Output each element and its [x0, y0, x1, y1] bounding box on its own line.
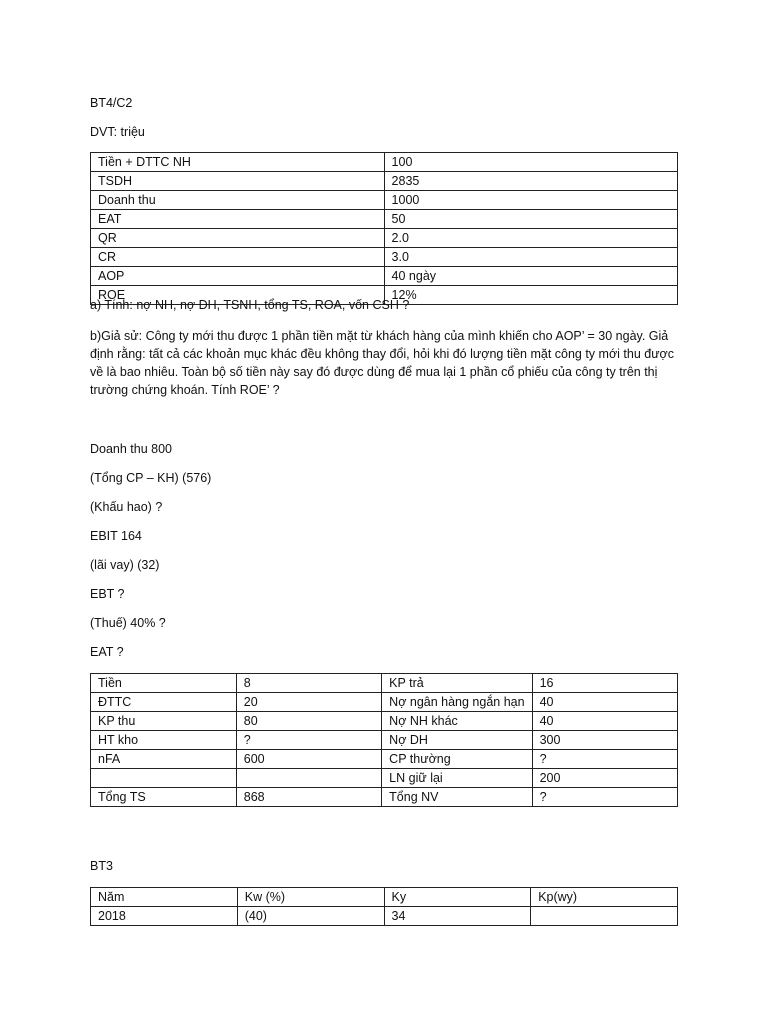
heading-bt4: BT4/C2 — [90, 96, 133, 110]
table-cell: HT kho — [91, 731, 237, 750]
question-a: a) Tính: nợ NH, nợ DH, TSNH, tổng TS, ROA, vốn CSH ? — [90, 298, 410, 312]
table-cell: 2018 — [91, 907, 238, 926]
table-row — [91, 712, 678, 731]
table-cell: Kw (%) — [237, 888, 384, 907]
table-row — [91, 229, 678, 248]
table-cell: ROE — [91, 286, 385, 305]
table-cell: Tổng TS — [91, 788, 237, 807]
income-line-1: Doanh thu 800 — [90, 442, 173, 456]
table-cell: 80 — [236, 712, 381, 731]
income-line-5: (lãi vay) (32) — [90, 558, 160, 572]
table-cell: 300 — [532, 731, 677, 750]
table-cell: Tiền — [91, 674, 237, 693]
unit-label: DVT: triệu — [90, 125, 145, 139]
table-cell: 40 — [532, 693, 677, 712]
income-line-2: (Tổng CP – KH) (576) — [90, 471, 212, 485]
data-table-1 — [90, 152, 678, 305]
table-cell: 2835 — [384, 172, 677, 191]
table-row — [91, 172, 678, 191]
table-cell: ĐTTC — [91, 693, 237, 712]
table-cell: 100 — [384, 153, 677, 172]
data-table-3 — [90, 887, 678, 926]
table-cell — [531, 907, 678, 926]
income-line-8: EAT ? — [90, 645, 124, 659]
table-cell: KP thu — [91, 712, 237, 731]
table-cell: 34 — [384, 907, 531, 926]
table-row — [91, 788, 678, 807]
table-cell: Tiền + DTTC NH — [91, 153, 385, 172]
table-row — [91, 248, 678, 267]
table-cell: 20 — [236, 693, 381, 712]
table-cell: Năm — [91, 888, 238, 907]
table-cell: 200 — [532, 769, 677, 788]
income-line-7: (Thuế) 40% ? — [90, 616, 166, 630]
table-cell: 40 ngày — [384, 267, 677, 286]
table-cell: 40 — [532, 712, 677, 731]
table-cell: 8 — [236, 674, 381, 693]
table-cell: AOP — [91, 267, 385, 286]
table-cell: ? — [532, 788, 677, 807]
table-cell: 600 — [236, 750, 381, 769]
table-cell: 3.0 — [384, 248, 677, 267]
balance-sheet-table — [90, 673, 678, 807]
question-b: b)Giả sử: Công ty mới thu được 1 phần tiền mặt từ khách hàng của mình khiến cho AOP’ = 30 ngày. Giả định rằng: tất cả các khoản mục khác đều không thay đổi, hỏi khi đó lượng tiền mặt công ty mới thu được về là bao nhiêu. Toàn bộ số tiền này say đó được dùng để mua lại 1 phần cổ phiếu của công ty trên thị trường chứng khoán. Tính ROE’ ? — [90, 329, 675, 397]
table-cell: Nợ DH — [382, 731, 532, 750]
table-cell: Doanh thu — [91, 191, 385, 210]
table-cell: Tổng NV — [382, 788, 532, 807]
table-cell: Nợ NH khác — [382, 712, 532, 731]
table-row — [91, 888, 678, 907]
table-cell: (40) — [237, 907, 384, 926]
table-row — [91, 769, 678, 788]
table-cell: 16 — [532, 674, 677, 693]
table-row — [91, 750, 678, 769]
table-row — [91, 674, 678, 693]
table-cell — [236, 769, 381, 788]
table-cell: LN giữ lại — [382, 769, 532, 788]
table-row — [91, 210, 678, 229]
table-row — [91, 191, 678, 210]
table-cell: nFA — [91, 750, 237, 769]
table-cell: CR — [91, 248, 385, 267]
table-cell: ? — [236, 731, 381, 750]
table-cell: Kp(wy) — [531, 888, 678, 907]
table-cell — [91, 769, 237, 788]
table-cell: 1000 — [384, 191, 677, 210]
table-cell: Ky — [384, 888, 531, 907]
table-row — [91, 731, 678, 750]
table-row — [91, 267, 678, 286]
table-cell: 868 — [236, 788, 381, 807]
table-cell: KP trả — [382, 674, 532, 693]
income-line-6: EBT ? — [90, 587, 125, 601]
table-cell: 12% — [384, 286, 677, 305]
table-cell: EAT — [91, 210, 385, 229]
table-row — [91, 153, 678, 172]
table-cell: QR — [91, 229, 385, 248]
table-row — [91, 693, 678, 712]
table-cell: 50 — [384, 210, 677, 229]
table-cell: 2.0 — [384, 229, 677, 248]
table-cell: ? — [532, 750, 677, 769]
heading-bt3: BT3 — [90, 859, 113, 873]
income-line-3: (Khấu hao) ? — [90, 500, 163, 514]
income-line-4: EBIT 164 — [90, 529, 142, 543]
table-cell: Nợ ngân hàng ngắn hạn — [382, 693, 532, 712]
table-row — [91, 907, 678, 926]
table-cell: CP thường — [382, 750, 532, 769]
table-cell: TSDH — [91, 172, 385, 191]
